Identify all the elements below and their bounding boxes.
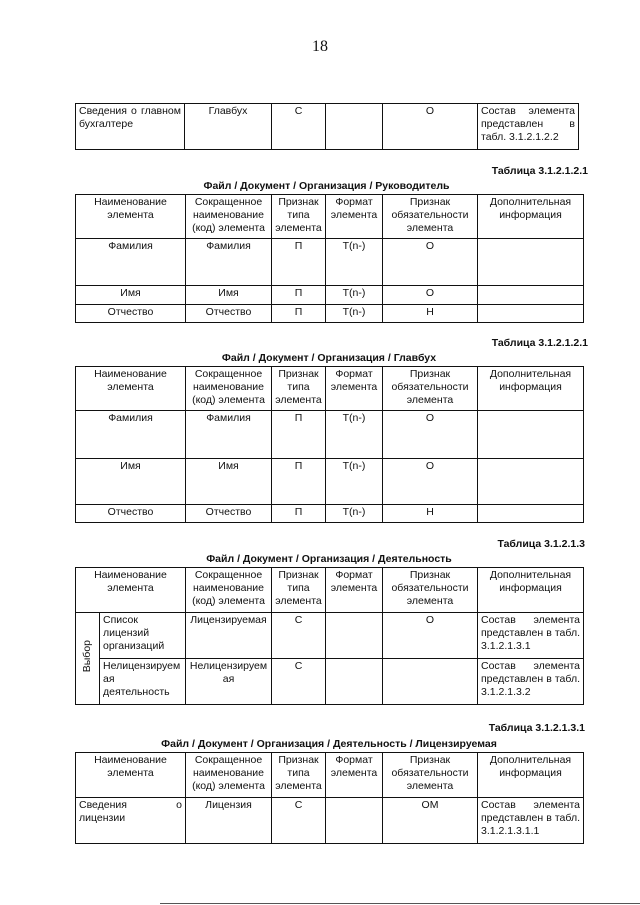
- cell-type: С: [272, 798, 326, 844]
- table-row: [76, 659, 584, 705]
- table-header-row: [76, 568, 584, 613]
- cell-type: П: [272, 286, 326, 305]
- cell-required: О: [383, 411, 478, 459]
- cell-name: Список лицензий организаций: [100, 613, 186, 659]
- cell-code: Имя: [186, 286, 272, 305]
- cell-name: Имя: [76, 459, 186, 505]
- table-title: Файл / Документ / Организация / Главбух: [221, 352, 437, 364]
- cell-info: [478, 505, 584, 523]
- table-row: [76, 305, 584, 323]
- header-code: Сокращенное наименование (код) элемента: [186, 195, 272, 239]
- cell-type: П: [272, 459, 326, 505]
- header-format: Формат элемента: [326, 367, 383, 411]
- cell-type: П: [272, 505, 326, 523]
- table-row: [76, 505, 584, 523]
- cell-code: Фамилия: [186, 239, 272, 286]
- cell-info: Состав элемента представлен в табл. 3.1.2.1.2.2: [478, 104, 579, 150]
- cell-code: Фамилия: [186, 411, 272, 459]
- table-row: [76, 286, 584, 305]
- header-type: Признак типа элемента: [272, 568, 326, 613]
- table-header-row: [76, 753, 584, 798]
- cell-format: T(n-): [326, 286, 383, 305]
- header-required: Признак обязательности элемента: [383, 568, 478, 613]
- cell-required: О: [383, 459, 478, 505]
- cell-type: С: [272, 659, 326, 705]
- header-format: Формат элемента: [326, 753, 383, 798]
- cell-info: Состав элемента представлен в табл. 3.1.2.1.3.1.1: [478, 798, 584, 844]
- cell-type: С: [272, 613, 326, 659]
- cell-required: ОМ: [383, 798, 478, 844]
- cell-info: [478, 305, 584, 323]
- cell-name: Фамилия: [76, 239, 186, 286]
- cell-info: Состав элемента представлен в табл. 3.1.2.1.3.2: [478, 659, 584, 705]
- table-row: [76, 104, 579, 150]
- table-row: [76, 613, 584, 659]
- header-name: Наименование элемента: [76, 568, 186, 613]
- table-header-row: [76, 367, 584, 411]
- cell-info: [478, 459, 584, 505]
- cell-type: С: [272, 104, 326, 150]
- table-row: [76, 459, 584, 505]
- page-number: 18: [312, 38, 328, 55]
- cell-format: T(n-): [326, 239, 383, 286]
- cell-name: Нелицензируем ая деятельность: [100, 659, 186, 705]
- cell-name: Отчество: [76, 505, 186, 523]
- cell-code: Лицензируемая: [186, 613, 272, 659]
- cell-required: Н: [383, 305, 478, 323]
- choice-label: Выбор: [81, 640, 93, 673]
- table-number: Таблица 3.1.2.1.3.1: [488, 722, 585, 734]
- cell-code: Отчество: [186, 305, 272, 323]
- cell-format: T(n-): [326, 305, 383, 323]
- header-type: Признак типа элемента: [272, 753, 326, 798]
- header-code: Сокращенное наименование (код) элемента: [186, 367, 272, 411]
- table-row: [76, 239, 584, 286]
- table-glavbukh: [75, 366, 584, 523]
- cell-info: [478, 239, 584, 286]
- cell-info: [478, 286, 584, 305]
- previous-table-fragment: [75, 103, 579, 150]
- cell-required: Н: [383, 505, 478, 523]
- table-number: Таблица 3.1.2.1.2.1: [491, 165, 588, 177]
- table-title: Файл / Документ / Организация / Деятельность: [206, 553, 452, 565]
- cell-name: Сведения о главном бухгалтере: [76, 104, 185, 150]
- cell-required: О: [383, 104, 478, 150]
- cell-format: [326, 104, 383, 150]
- cell-format: [326, 659, 383, 705]
- cell-code: Лицензия: [186, 798, 272, 844]
- cell-name: Фамилия: [76, 411, 186, 459]
- table-deyatelnost: [75, 567, 584, 705]
- header-name: Наименование элемента: [76, 195, 186, 239]
- cell-code: Имя: [186, 459, 272, 505]
- table-number: Таблица 3.1.2.1.3: [497, 538, 585, 550]
- choice-cell: [76, 613, 100, 705]
- header-format: Формат элемента: [326, 568, 383, 613]
- table-row: [76, 798, 584, 844]
- header-info: Дополнительная информация: [478, 568, 584, 613]
- cell-required: О: [383, 286, 478, 305]
- table-title: Файл / Документ / Организация / Руководитель: [203, 180, 450, 192]
- page-bottom-rule: [160, 903, 640, 904]
- cell-format: T(n-): [326, 411, 383, 459]
- cell-name: Сведения о лицензии: [76, 798, 186, 844]
- cell-required: О: [383, 239, 478, 286]
- header-name: Наименование элемента: [76, 753, 186, 798]
- cell-code: Главбух: [185, 104, 272, 150]
- cell-name: Отчество: [76, 305, 186, 323]
- header-required: Признак обязательности элемента: [383, 367, 478, 411]
- cell-name: Имя: [76, 286, 186, 305]
- cell-format: [326, 613, 383, 659]
- cell-format: [326, 798, 383, 844]
- header-info: Дополнительная информация: [478, 753, 584, 798]
- header-name: Наименование элемента: [76, 367, 186, 411]
- cell-info: Состав элемента представлен в табл. 3.1.2.1.3.1: [478, 613, 584, 659]
- header-required: Признак обязательности элемента: [383, 195, 478, 239]
- table-title: Файл / Документ / Организация / Деятельность / Лицензируемая: [161, 738, 497, 750]
- cell-type: П: [272, 411, 326, 459]
- table-litsenziruemaya: [75, 752, 584, 844]
- cell-code: Нелицензируем ая: [186, 659, 272, 705]
- cell-info: [478, 411, 584, 459]
- table-rukovoditel: [75, 194, 584, 323]
- cell-required: [383, 659, 478, 705]
- table-header-row: [76, 195, 584, 239]
- header-required: Признак обязательности элемента: [383, 753, 478, 798]
- header-type: Признак типа элемента: [272, 367, 326, 411]
- header-code: Сокращенное наименование (код) элемента: [186, 568, 272, 613]
- header-format: Формат элемента: [326, 195, 383, 239]
- header-type: Признак типа элемента: [272, 195, 326, 239]
- header-code: Сокращенное наименование (код) элемента: [186, 753, 272, 798]
- cell-type: П: [272, 239, 326, 286]
- cell-required: О: [383, 613, 478, 659]
- cell-format: T(n-): [326, 505, 383, 523]
- cell-code: Отчество: [186, 505, 272, 523]
- header-info: Дополнительная информация: [478, 195, 584, 239]
- header-info: Дополнительная информация: [478, 367, 584, 411]
- table-row: [76, 411, 584, 459]
- table-number: Таблица 3.1.2.1.2.1: [491, 337, 588, 349]
- cell-type: П: [272, 305, 326, 323]
- cell-format: T(n-): [326, 459, 383, 505]
